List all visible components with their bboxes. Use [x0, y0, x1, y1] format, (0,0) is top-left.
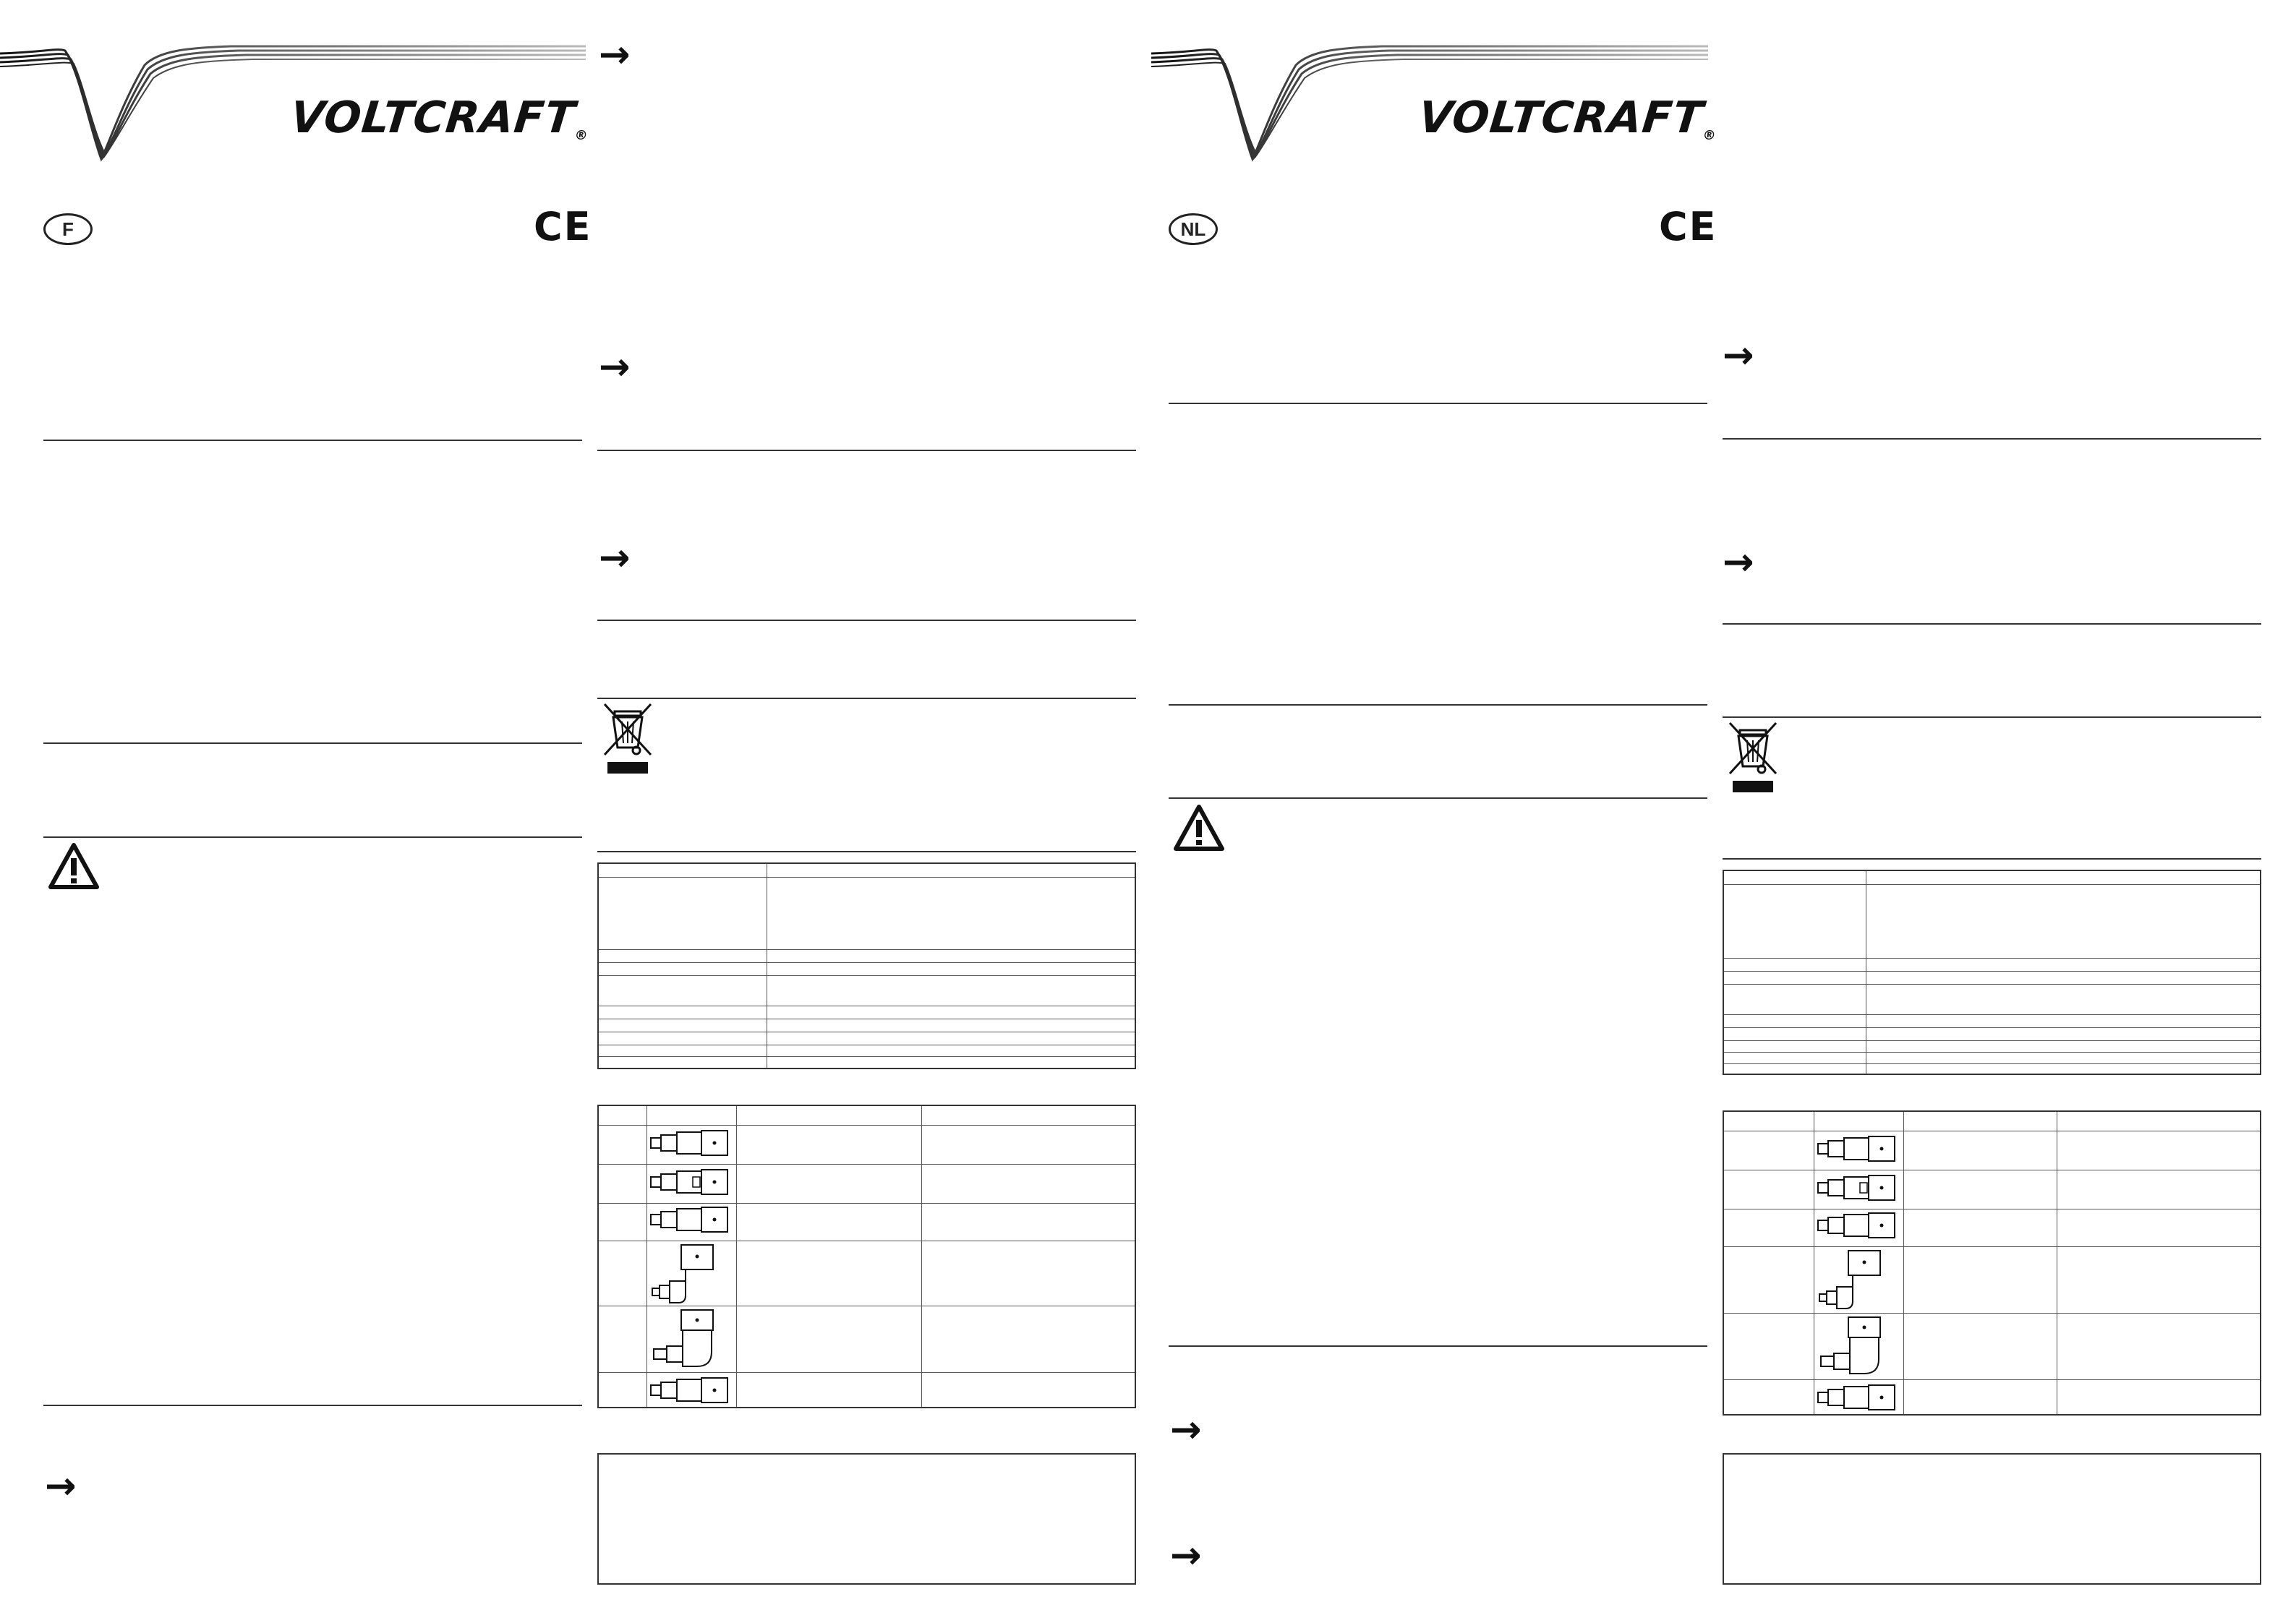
dc-plug-adapter-icon — [649, 1375, 730, 1405]
ce-mark — [1659, 204, 1717, 249]
section-divider — [43, 836, 582, 838]
section-divider — [1169, 1345, 1707, 1347]
registered-mark: ® — [573, 128, 589, 143]
section-divider — [597, 450, 1136, 451]
section-divider — [1723, 858, 2261, 860]
crossed-out-wheelie-bin-icon — [1725, 720, 1780, 795]
brand-logo — [1416, 93, 1721, 143]
registered-mark: ® — [1702, 128, 1717, 143]
arrow-icon: → — [1723, 334, 1754, 377]
ce-mark — [534, 204, 592, 249]
arrow-icon: → — [1170, 1408, 1202, 1452]
warning-triangle-icon — [48, 842, 100, 890]
arrow-icon: → — [1170, 1534, 1202, 1577]
arrow-icon: → — [45, 1465, 77, 1508]
arrow-icon: → — [1723, 541, 1754, 584]
arrow-icon: → — [599, 33, 631, 77]
section-divider — [1723, 716, 2261, 718]
warning-triangle-icon — [1173, 804, 1225, 852]
technical-data-table — [1723, 870, 2261, 1075]
section-divider — [1723, 438, 2261, 440]
brand-name: VOLTCRAFT — [288, 93, 578, 143]
section-divider — [1169, 704, 1707, 706]
crossed-out-wheelie-bin-icon — [600, 701, 655, 776]
technical-data-table — [597, 862, 1136, 1069]
dc-plug-adapter-icon — [1817, 1382, 1898, 1413]
brand-logo — [288, 93, 593, 143]
dc-plug-adapter-icon — [1817, 1173, 1898, 1203]
section-divider — [43, 440, 582, 441]
angled-plug-adapter-icon — [649, 1309, 722, 1371]
imprint-box — [597, 1453, 1136, 1585]
dc-plug-adapter-icon — [649, 1128, 730, 1158]
language-code: F — [62, 218, 74, 240]
dc-plug-adapter-icon — [1817, 1134, 1898, 1164]
arrow-icon: → — [599, 536, 631, 580]
section-divider — [43, 1405, 582, 1406]
section-divider — [597, 851, 1136, 852]
section-divider — [1169, 797, 1707, 799]
angled-plug-adapter-icon — [1817, 1249, 1889, 1311]
section-divider — [597, 620, 1136, 621]
section-divider — [43, 742, 582, 744]
dc-plug-adapter-icon — [649, 1167, 730, 1197]
ce-mark-text: CE — [1659, 204, 1717, 249]
angled-plug-adapter-icon — [649, 1243, 722, 1306]
language-badge — [43, 213, 93, 245]
section-divider — [597, 698, 1136, 699]
language-code: NL — [1180, 218, 1206, 240]
imprint-box — [1723, 1453, 2261, 1585]
angled-plug-adapter-icon — [1817, 1316, 1889, 1378]
plug-adapter-table — [1723, 1110, 2261, 1416]
section-divider — [1169, 403, 1707, 404]
arrow-icon: → — [599, 346, 631, 389]
dc-plug-adapter-icon — [649, 1204, 730, 1235]
brand-name: VOLTCRAFT — [1416, 93, 1706, 143]
dc-plug-adapter-icon — [1817, 1210, 1898, 1241]
section-divider — [1723, 623, 2261, 625]
language-badge — [1169, 213, 1218, 245]
ce-mark-text: CE — [534, 204, 592, 249]
